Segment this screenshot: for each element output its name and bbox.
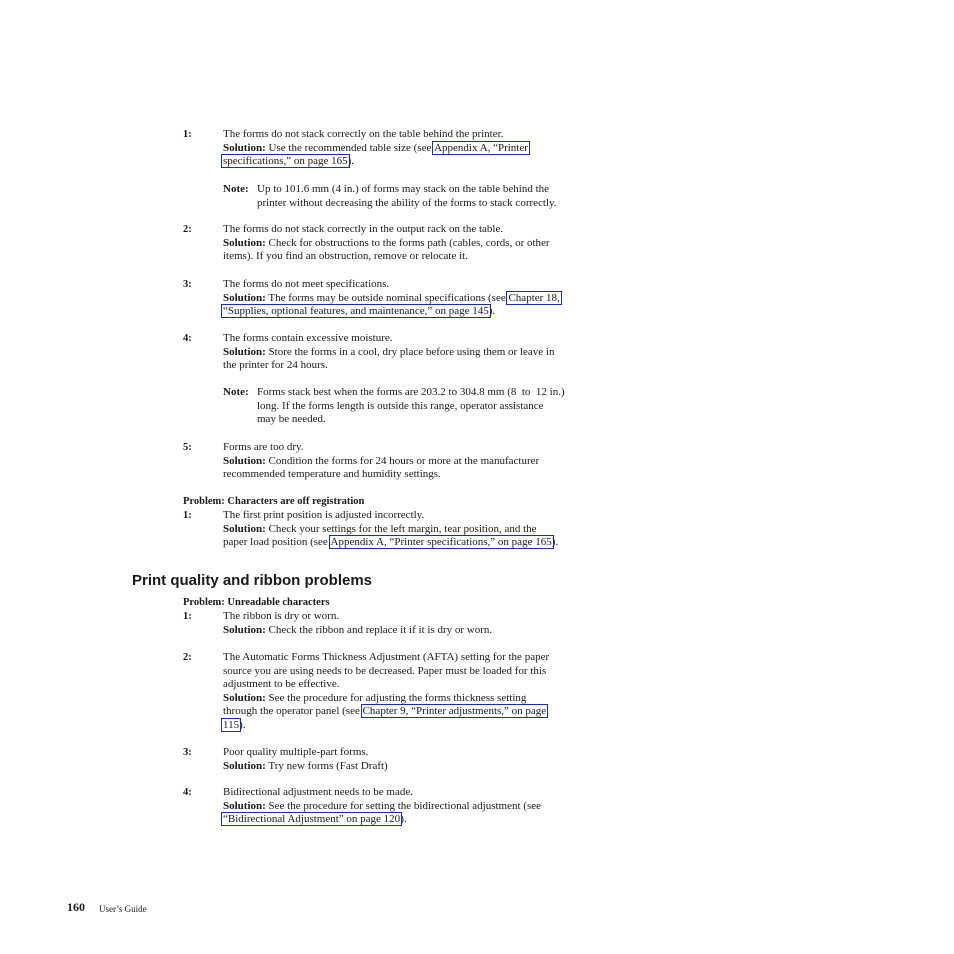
solution-line bbox=[223, 692, 549, 706]
solution-label: Solution: bbox=[223, 691, 266, 704]
solution-label: Solution: bbox=[223, 759, 266, 772]
item-block bbox=[223, 746, 388, 773]
solution-text: Check the ribbon and replace it if it is dry or worn. bbox=[268, 623, 493, 636]
note-line: may be needed. bbox=[257, 413, 326, 426]
solution-label: Solution: bbox=[223, 799, 266, 812]
book-title: User’s Guide bbox=[99, 904, 147, 914]
problem-text: adjustment to be effective. bbox=[223, 678, 340, 691]
solution-line bbox=[223, 346, 554, 360]
item-number: 3: bbox=[183, 747, 192, 758]
problem-text: The forms do not stack correctly in the output rack on the table. bbox=[223, 223, 504, 235]
appendix-a-link[interactable]: Appendix A, “Printer bbox=[434, 141, 528, 154]
problem-text: Forms are too dry. bbox=[223, 441, 304, 453]
problem-text: The Automatic Forms Thickness Adjustment (AFTA) setting for the paper bbox=[223, 651, 550, 663]
solution-text: Condition the forms for 24 hours or more at the manufacturer bbox=[268, 454, 540, 467]
chapter-9-link-cont[interactable]: 115 bbox=[223, 718, 240, 731]
solution-label: Solution: bbox=[223, 623, 266, 636]
link-tail: ). bbox=[551, 536, 559, 549]
item-block bbox=[223, 651, 549, 733]
solution-text: Use the recommended table size (see bbox=[268, 141, 432, 154]
solution-text: Check your settings for the left margin, tear position, and the bbox=[268, 522, 537, 535]
solution-line bbox=[223, 813, 541, 827]
section-title: Print quality and ribbon problems bbox=[132, 572, 373, 589]
note-line: long. If the forms length is outside this range, operator assistance bbox=[257, 399, 544, 412]
page-number: 160 bbox=[67, 900, 85, 914]
solution-line bbox=[223, 305, 560, 319]
item-block bbox=[223, 128, 528, 169]
note-text bbox=[257, 183, 557, 210]
problem-text: The forms do not stack correctly on the table behind the printer. bbox=[223, 128, 504, 140]
solution-line bbox=[223, 536, 558, 550]
chapter-18-link[interactable]: Chapter 18, bbox=[508, 291, 560, 304]
link-tail: ). bbox=[488, 305, 496, 318]
note-line: Forms stack best when the forms are 203.2 to 304.8 mm (8 to 12 in.) bbox=[257, 386, 565, 398]
item-block bbox=[223, 509, 558, 550]
item-number: 3: bbox=[183, 279, 192, 290]
problem-text: Bidirectional adjustment needs to be made. bbox=[223, 786, 414, 798]
problem-heading: Problem: Unreadable characters bbox=[183, 597, 330, 608]
problem-text: Poor quality multiple-part forms. bbox=[223, 746, 369, 758]
item-number: 1: bbox=[183, 611, 192, 622]
solution-line bbox=[223, 523, 558, 537]
note-label: Note: bbox=[223, 386, 249, 398]
solution-line: the printer for 24 hours. bbox=[223, 359, 328, 372]
solution-text: Check for obstructions to the forms path (cables, cords, or other bbox=[268, 236, 550, 249]
solution-line bbox=[223, 155, 528, 169]
problem-text: The forms contain excessive moisture. bbox=[223, 332, 393, 344]
solution-line bbox=[223, 760, 388, 774]
note-line: Up to 101.6 mm (4 in.) of forms may stack on the table behind the bbox=[257, 183, 550, 195]
solution-label: Solution: bbox=[223, 141, 266, 154]
solution-line: items). If you find an obstruction, remove or relocate it. bbox=[223, 250, 468, 263]
link-tail: ). bbox=[347, 155, 355, 168]
item-number: 1: bbox=[183, 129, 192, 140]
solution-text: through the operator panel (see bbox=[223, 705, 360, 718]
bidirectional-adjustment-link[interactable]: “Bidirectional Adjustment” on page 120 bbox=[223, 813, 401, 826]
solution-line bbox=[223, 142, 528, 156]
solution-line bbox=[223, 719, 549, 733]
problem-text: The ribbon is dry or worn. bbox=[223, 610, 340, 622]
item-number: 4: bbox=[183, 333, 192, 344]
appendix-a-link[interactable]: Appendix A, “Printer specifications,” on page 165 bbox=[330, 536, 552, 549]
problem-heading: Problem: Characters are off registration bbox=[183, 496, 365, 507]
solution-label: Solution: bbox=[223, 291, 266, 304]
item-number: 4: bbox=[183, 787, 192, 798]
item-block bbox=[223, 786, 541, 827]
solution-label: Solution: bbox=[223, 454, 266, 467]
note-label: Note: bbox=[223, 183, 249, 195]
note-line: printer without decreasing the ability of the forms to stack correctly. bbox=[257, 196, 557, 209]
item-block bbox=[223, 278, 560, 319]
solution-line bbox=[223, 705, 549, 719]
chapter-9-link[interactable]: Chapter 9, “Printer adjustments,” on page bbox=[362, 705, 547, 718]
solution-text: Try new forms (Fast Draft) bbox=[268, 759, 388, 772]
item-block bbox=[223, 441, 539, 482]
item-block bbox=[223, 223, 550, 264]
link-tail: ). bbox=[239, 718, 246, 731]
solution-text: Store the forms in a cool, dry place before using them or leave in bbox=[268, 345, 555, 358]
link-tail: ). bbox=[400, 813, 407, 826]
solution-line bbox=[223, 624, 492, 638]
solution-line bbox=[223, 800, 541, 814]
solution-line bbox=[223, 455, 539, 469]
problem-text: The first print position is adjusted incorrectly. bbox=[223, 509, 425, 521]
solution-text: See the procedure for adjusting the forms thickness setting bbox=[268, 691, 527, 704]
solution-label: Solution: bbox=[223, 345, 266, 358]
problem-text: source you are using needs to be decreased. Paper must be loaded for this bbox=[223, 664, 547, 677]
solution-line bbox=[223, 237, 550, 251]
item-block bbox=[223, 332, 554, 373]
solution-label: Solution: bbox=[223, 236, 266, 249]
item-number: 2: bbox=[183, 224, 192, 235]
item-number: 5: bbox=[183, 442, 192, 453]
solution-text: paper load position (see bbox=[223, 536, 328, 549]
note-text bbox=[257, 386, 565, 427]
solution-text: The forms may be outside nominal specifications (see bbox=[268, 291, 506, 304]
solution-text: See the procedure for setting the bidirectional adjustment (see bbox=[268, 799, 542, 812]
solution-label: Solution: bbox=[223, 522, 266, 535]
solution-line: recommended temperature and humidity settings. bbox=[223, 468, 441, 481]
chapter-18-link-cont[interactable]: “Supplies, optional features, and maintenance,” on page 145 bbox=[223, 305, 489, 318]
appendix-a-link-cont[interactable]: specifications,” on page 165 bbox=[223, 155, 348, 168]
problem-text: The forms do not meet specifications. bbox=[223, 278, 390, 290]
item-number: 2: bbox=[183, 652, 192, 663]
item-number: 1: bbox=[183, 510, 192, 521]
solution-line bbox=[223, 292, 560, 306]
item-block bbox=[223, 610, 492, 637]
